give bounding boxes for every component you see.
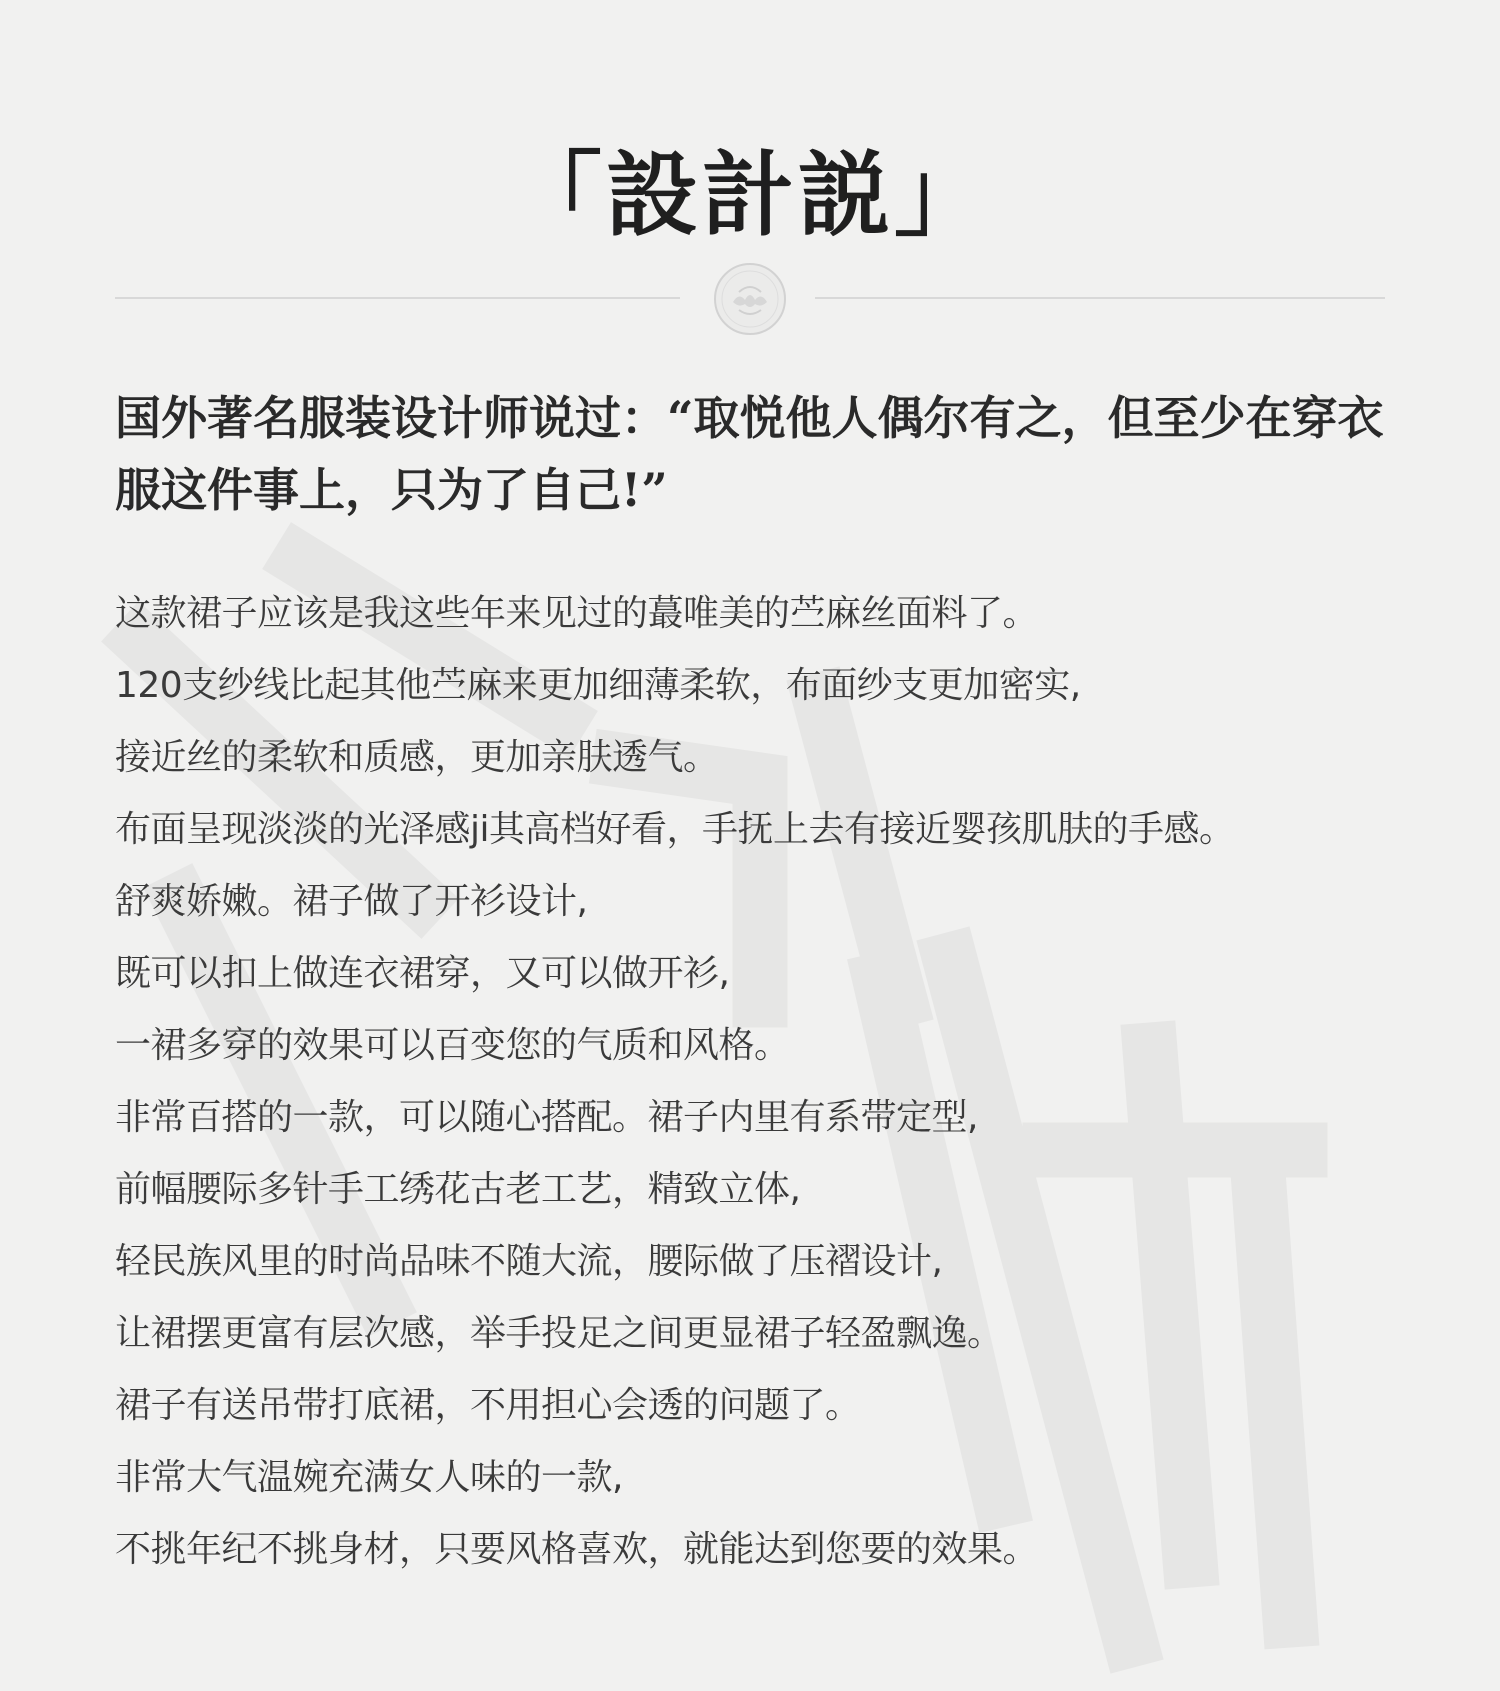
divider-line-right xyxy=(815,297,1385,299)
description-line: 舒爽娇嫩。裙子做了开衫设计, xyxy=(115,881,588,922)
page-title: 「設計説」 xyxy=(509,141,990,249)
description-line: 接近丝的柔软和质感，更加亲肤透气。 xyxy=(115,737,719,778)
description-line: 让裙摆更富有层次感，举手投足之间更显裙子轻盈飘逸。 xyxy=(115,1313,1003,1354)
description-line: 裙子有送吊带打底裙，不用担心会透的问题了。 xyxy=(115,1385,861,1426)
description-line: 不挑年纪不挑身材，只要风格喜欢，就能达到您要的效果。 xyxy=(115,1529,1039,1570)
description-line: 一裙多穿的效果可以百变您的气质和风格。 xyxy=(115,1025,790,1066)
description-line: 轻民族风里的时尚品味不随大流，腰际做了压褶设计, xyxy=(115,1241,943,1282)
description-line: 非常百搭的一款，可以随心搭配。裙子内里有系带定型, xyxy=(115,1097,978,1138)
description-line: 既可以扣上做连衣裙穿，又可以做开衫, xyxy=(115,953,730,994)
designer-quote: 国外著名服装设计师说过：“取悦他人偶尔有之，但至少在穿衣服这件事上，只为了自己!” xyxy=(115,391,1384,517)
description-line: 这款裙子应该是我这些年来见过的蕞唯美的苎麻丝面料了。 xyxy=(115,593,1039,634)
description-line: 前幅腰际多针手工绣花古老工艺，精致立体, xyxy=(115,1169,801,1210)
description-list xyxy=(115,578,1415,1586)
description-line: 非常大气温婉充满女人味的一款, xyxy=(115,1457,623,1498)
description-line: 120支纱线比起其他苎麻来更加细薄柔软，布面纱支更加密实, xyxy=(115,665,1081,706)
title-divider xyxy=(115,262,1385,332)
divider-line-left xyxy=(115,297,680,299)
cloud-emblem-icon xyxy=(713,262,787,336)
description-line: 布面呈现淡淡的光泽感ji其高档好看，手抚上去有接近婴孩肌肤的手感。 xyxy=(115,809,1235,850)
